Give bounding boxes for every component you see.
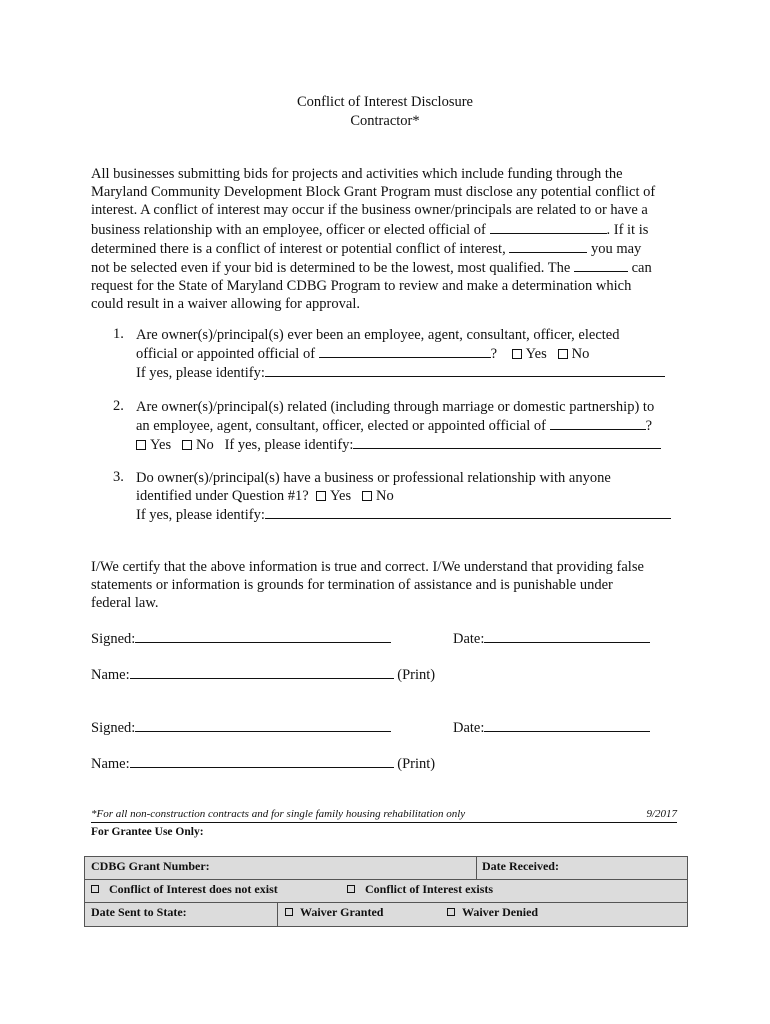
- grantee-row-3: [85, 903, 687, 926]
- question-line: Do owner(s)/principal(s) have a business or professional relationship with anyone: [136, 470, 611, 486]
- grantee-row-1: [85, 857, 687, 879]
- identify-field[interactable]: [353, 435, 661, 449]
- identify-field[interactable]: [265, 505, 671, 519]
- revision-date: 9/2017: [646, 808, 677, 820]
- waiver-denied-label: Waiver Denied: [462, 905, 539, 919]
- intro-text: business relationship with an employee, officer or elected official of: [91, 221, 486, 238]
- form-subtitle: Contractor*: [350, 113, 420, 129]
- waiver-denied-option[interactable]: [447, 905, 538, 928]
- waiver-granted-checkbox[interactable]: [285, 908, 293, 916]
- no-checkbox[interactable]: [558, 349, 568, 359]
- no-conflict-checkbox[interactable]: [91, 885, 99, 893]
- footnote-text: *For all non-construction contracts and for single family housing rehabilitation only: [91, 808, 466, 820]
- print-label: (Print): [397, 667, 436, 683]
- grantee-row-2: [85, 880, 687, 902]
- question-number: 3.: [113, 469, 124, 485]
- question-line: Are owner(s)/principal(s) ever been an employee, agent, consultant, officer, elected: [136, 327, 620, 343]
- question-text: [136, 398, 696, 454]
- question-line: [136, 505, 696, 524]
- signed-label: Signed:: [91, 720, 136, 736]
- question-text: [136, 326, 696, 382]
- intro-line: Maryland Community Development Block Grant Program must disclose any potential conflict of: [91, 184, 656, 201]
- yes-checkbox[interactable]: [512, 349, 522, 359]
- question-text-part: ?: [490, 346, 498, 362]
- question-line: [136, 435, 696, 454]
- grant-number-label: CDBG Grant Number:: [91, 859, 210, 873]
- cell-divider: [476, 857, 477, 879]
- question-number: 1.: [113, 326, 124, 342]
- question-line: [136, 344, 696, 363]
- intro-line: All businesses submitting bids for projects and activities which include funding through the: [91, 166, 623, 182]
- question-3: [0, 469, 770, 525]
- date-field[interactable]: [484, 629, 650, 643]
- intro-text: can: [631, 260, 652, 277]
- question-line: [136, 416, 696, 435]
- intro-text: you may: [590, 240, 642, 257]
- identify-field[interactable]: [265, 363, 665, 377]
- intro-text: . If it is: [606, 221, 649, 238]
- waiver-granted-option[interactable]: [285, 905, 383, 928]
- official-blank[interactable]: [319, 344, 491, 358]
- date-received-label: Date Received:: [482, 859, 559, 873]
- intro-line: [91, 239, 691, 258]
- intro-text: determined there is a conflict of interest or potential conflict of interest,: [91, 240, 506, 257]
- question-text-part: an employee, agent, consultant, officer, elected or appointed official of: [136, 418, 546, 434]
- entity-blank[interactable]: [574, 258, 628, 272]
- question-line: [136, 487, 696, 505]
- grantee-table: [84, 856, 688, 927]
- question-text: [136, 469, 696, 524]
- intro-line: could result in a waiver allowing for approval.: [91, 296, 360, 313]
- form-title: Conflict of Interest Disclosure: [297, 94, 473, 110]
- footnote: [91, 808, 677, 820]
- identify-label: If yes, please identify:: [136, 365, 265, 381]
- name-label: Name:: [91, 756, 130, 772]
- name-row-1: [91, 665, 691, 683]
- conflict-exists-label: Conflict of Interest exists: [365, 882, 494, 896]
- certify-line: federal law.: [91, 595, 159, 612]
- signature-row-2: [91, 718, 691, 736]
- signature-row-1: [91, 629, 691, 647]
- no-label: No: [571, 346, 590, 362]
- identify-label: If yes, please identify:: [136, 507, 265, 523]
- official-blank[interactable]: [490, 220, 607, 234]
- intro-text: not be selected even if your bid is determined to be the lowest, most qualified. The: [91, 260, 571, 277]
- intro-line: interest. A conflict of interest may occur if the business owner/principals are related to or have a: [91, 202, 648, 219]
- print-label: (Print): [397, 756, 436, 772]
- question-2: [0, 398, 770, 454]
- certify-line: I/We certify that the above information is true and correct. I/We understand that providing false: [91, 559, 644, 575]
- no-checkbox[interactable]: [182, 440, 192, 450]
- no-label: No: [195, 437, 214, 453]
- question-number: 2.: [113, 398, 124, 414]
- entity-blank[interactable]: [509, 239, 587, 253]
- intro-line: [91, 258, 691, 277]
- signature-field[interactable]: [135, 718, 391, 732]
- grantee-heading: For Grantee Use Only:: [91, 826, 204, 838]
- yes-label: Yes: [150, 437, 172, 453]
- cell-divider: [277, 903, 278, 926]
- date-label: Date:: [453, 631, 485, 647]
- date-label-wrap: [453, 718, 650, 737]
- yes-label: Yes: [330, 488, 352, 504]
- identify-label: If yes, please identify:: [224, 437, 354, 453]
- intro-line: request for the State of Maryland CDBG Program to review and make a determination which: [91, 278, 632, 295]
- conflict-exists-option[interactable]: [347, 882, 493, 904]
- question-text-part: official or appointed official of: [136, 346, 316, 362]
- no-conflict-label: Conflict of Interest does not exist: [109, 882, 278, 896]
- date-sent-label: Date Sent to State:: [91, 905, 187, 919]
- no-label: No: [375, 488, 394, 504]
- no-checkbox[interactable]: [362, 491, 372, 501]
- footnote-divider: [91, 822, 677, 823]
- name-field[interactable]: [130, 754, 394, 768]
- name-row-2: [91, 754, 691, 772]
- waiver-denied-checkbox[interactable]: [447, 908, 455, 916]
- intro-line: [91, 220, 691, 239]
- certification-paragraph: [91, 558, 691, 613]
- date-label: Date:: [453, 720, 485, 736]
- yes-checkbox[interactable]: [136, 440, 146, 450]
- intro-paragraph: [91, 165, 691, 314]
- question-line: Are owner(s)/principal(s) related (including through marriage or domestic partnership) to: [136, 399, 655, 415]
- no-conflict-option[interactable]: [91, 882, 278, 904]
- waiver-granted-label: Waiver Granted: [300, 905, 384, 919]
- date-label-wrap: [453, 629, 650, 648]
- question-line: [136, 363, 696, 382]
- date-field[interactable]: [484, 718, 650, 732]
- yes-label: Yes: [525, 346, 547, 362]
- name-field[interactable]: [130, 665, 394, 679]
- signature-field[interactable]: [135, 629, 391, 643]
- conflict-exists-checkbox[interactable]: [347, 885, 355, 893]
- question-1: [0, 326, 770, 382]
- yes-checkbox[interactable]: [316, 491, 326, 501]
- signed-label: Signed:: [91, 631, 136, 647]
- question-text-part: ?: [645, 418, 653, 434]
- certify-line: statements or information is grounds for termination of assistance and is punishable under: [91, 577, 613, 594]
- name-label: Name:: [91, 667, 130, 683]
- question-text-part: identified under Question #1?: [136, 488, 309, 504]
- official-blank[interactable]: [550, 416, 646, 430]
